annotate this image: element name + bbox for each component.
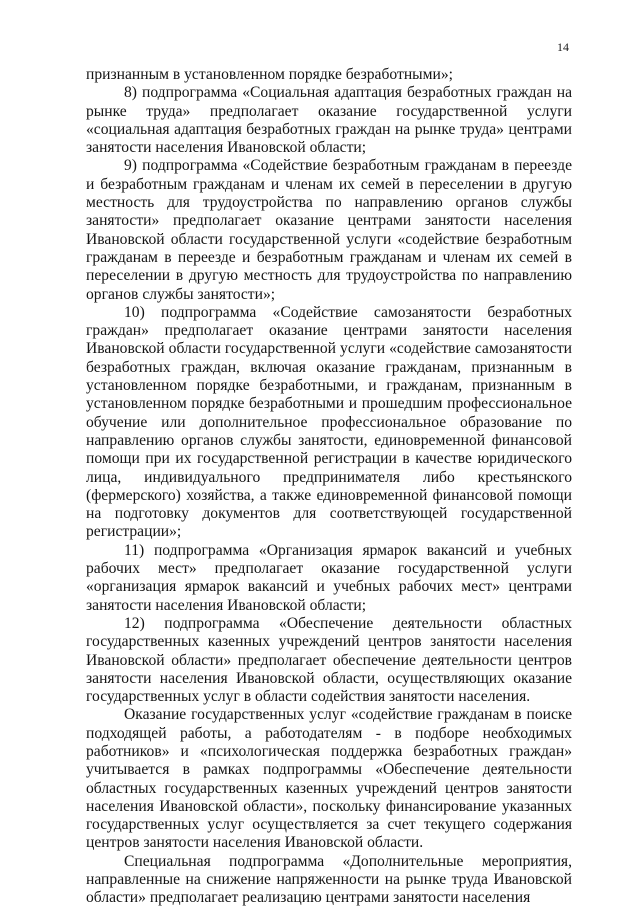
paragraph-item-11: 11) подпрограмма «Организация ярмарок вакансий и учебных рабочих мест» предполагает оказание государственной услуги «организация ярмарок вакансий и учебных рабочих мест» центрами занятости населения Ивановской области; — [86, 541, 572, 614]
paragraph-item-8: 8) подпрограмма «Социальная адаптация безработных граждан на рынке труда» предполагает оказание государственной услуги «социальная адаптация безработных граждан на рынке труда» центрами занятости населения Ивановской области; — [86, 84, 572, 157]
document-body — [86, 66, 572, 908]
paragraph-special-subprogram: Специальная подпрограмма «Дополнительные мероприятия, направленные на снижение напряженности на рынке труда Ивановской области» предполагает реализацию центрами занятости населения — [86, 852, 572, 907]
paragraph-item-9: 9) подпрограмма «Содействие безработным гражданам в переезде и безработным гражданам и членам их семей в переселении в другую местность для трудоустройства по направлению органов службы занятости» предполагает оказание центрами занятости населения Ивановской области государственной услуги «содействие безработным гражданам в переезде и безработным гражданам и членам их семей в переселении в другую местность для трудоустройства по направлению органов службы занятости»; — [86, 157, 572, 303]
paragraph-item-10: 10) подпрограмма «Содействие самозанятости безработных граждан» предполагает оказание центрами занятости населения Ивановской области государственной услуги «содействие самозанятости безработных граждан, включая оказание гражданам, признанным в установленном порядке безработными, и гражданам, признанным в установленном порядке безработными и прошедшим профессиональное обучение или дополнительное профессиональное образование по направлению органов службы занятости, единовременной финансовой помощи при их государственной регистрации в качестве юридического лица, индивидуального предпринимателя либо крестьянского (фермерского) хозяйства, а также единовременной финансовой помощи на подготовку документов для соответствующей государственной регистрации»; — [86, 303, 572, 541]
paragraph-services-note: Оказание государственных услуг «содействие гражданам в поиске подходящей работы, а работодателям - в подборе необходимых работников» и «психологическая поддержка безработных граждан» учитывается в рамках подпрограммы «Обеспечение деятельности областных государственных казенных учреждений центров занятости населения Ивановской области», поскольку финансирование указанных государственных услуг осуществляется за счет текущего содержания центров занятости населения Ивановской области. — [86, 706, 572, 852]
paragraph-continuation: признанным в установленном порядке безработными»; — [86, 66, 453, 83]
page-number: 14 — [557, 40, 569, 54]
paragraph-item-12: 12) подпрограмма «Обеспечение деятельности областных государственных казенных учреждений центров занятости населения Ивановской области» предполагает обеспечение деятельности центров занятости населения Ивановской области, осуществляющих оказание государственных услуг в области содействия занятости населения. — [86, 614, 572, 706]
